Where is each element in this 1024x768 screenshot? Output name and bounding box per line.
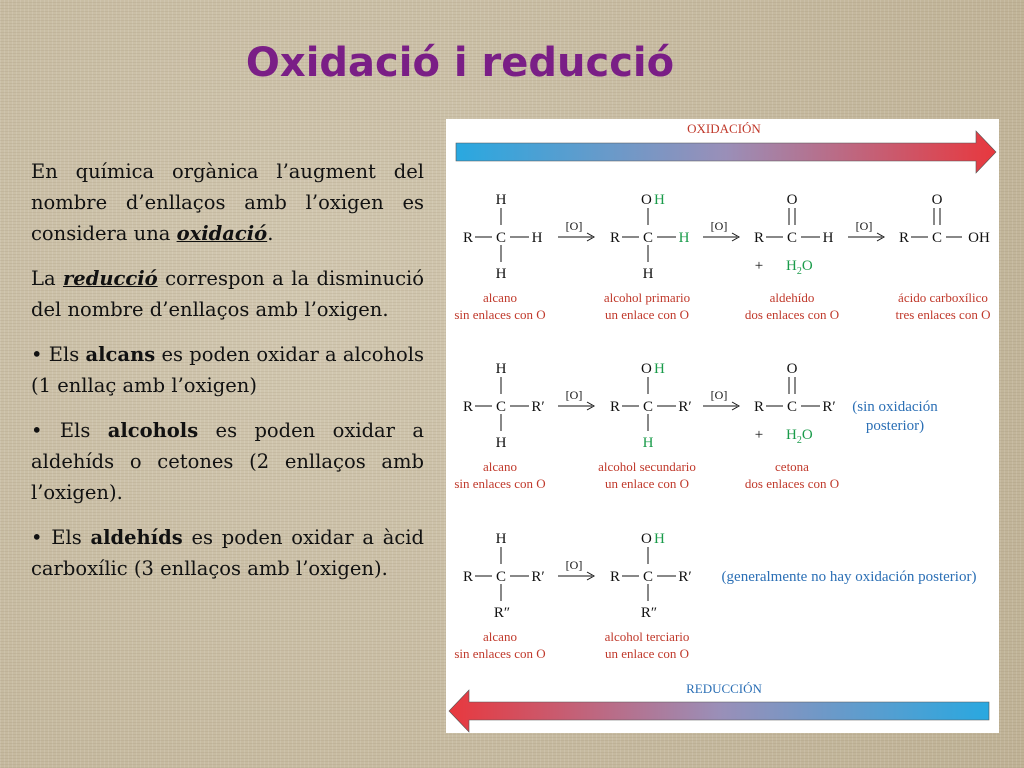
label-acido-carboxilico: ácido carboxílico: [898, 290, 988, 305]
row-primary-labels: [454, 290, 990, 322]
svg-text:sin enlaces con O: sin enlaces con O: [454, 646, 546, 661]
row-secondary-labels: [454, 459, 839, 491]
oxidation-arrow: [456, 131, 996, 173]
svg-text:H: H: [495, 266, 507, 282]
svg-text:posterior): posterior): [865, 418, 925, 434]
svg-text:tres enlaces con O: tres enlaces con O: [895, 307, 991, 322]
svg-text:R: R: [753, 230, 765, 246]
oxidation-label: OXIDACIÓN: [687, 121, 761, 136]
svg-text:R: R: [462, 569, 474, 585]
aldehyde-structure: [754, 192, 834, 277]
paragraph-reduction: La reducció correspon a la disminució del nombre d’enllaços amb l’oxigen.: [31, 267, 424, 321]
svg-text:O: O: [786, 361, 798, 377]
svg-text:OH: OH: [968, 230, 990, 246]
svg-text:dos enlaces con O: dos enlaces con O: [744, 307, 840, 322]
paragraph-oxidation: En química orgànica l’augment del nombre d’enllaços amb l’oxigen es considera una oxidació.: [31, 160, 424, 245]
svg-text:H: H: [654, 531, 665, 547]
svg-text:R: R: [462, 230, 474, 246]
svg-text:H: H: [531, 230, 543, 246]
alkane-structure: [463, 192, 543, 282]
svg-text:H: H: [495, 531, 507, 547]
svg-text:sin enlaces con O: sin enlaces con O: [454, 476, 546, 491]
row-primary: [463, 192, 990, 282]
svg-text:H: H: [495, 361, 507, 377]
primary-alcohol-structure: [610, 192, 690, 282]
svg-text:R′: R′: [678, 569, 692, 585]
svg-text:R: R: [462, 399, 474, 415]
label-alcohol-primario: alcohol primario: [603, 290, 691, 305]
svg-text:un enlace con O: un enlace con O: [604, 646, 690, 661]
row-tertiary: [463, 531, 976, 621]
reduction-label: REDUCCIÓN: [686, 681, 762, 696]
label-alcohol-secundario: alcohol secundario: [598, 459, 696, 474]
svg-text:C: C: [786, 399, 798, 415]
label-aldehido: aldehído: [769, 290, 815, 305]
svg-text:+: +: [754, 427, 764, 443]
bullet-alcohols: • Els alcohols es poden oxidar a aldehíds o cetones (2 enllaços amb l’oxigen).: [31, 419, 424, 504]
svg-text:R″: R″: [493, 605, 511, 621]
svg-text:[O]: [O]: [855, 219, 873, 233]
svg-text:un enlace con O: un enlace con O: [604, 307, 690, 322]
oxidation-reduction-diagram: [446, 119, 999, 733]
term-reduccio: reducció: [63, 267, 158, 290]
svg-text:R′: R′: [531, 569, 545, 585]
reduction-arrow: [449, 690, 989, 732]
svg-text:sin enlaces con O: sin enlaces con O: [454, 307, 546, 322]
svg-text:un enlace con O: un enlace con O: [604, 476, 690, 491]
bullet-alcans: • Els alcans es poden oxidar a alcohols (1 enllaç amb l’oxigen): [31, 343, 424, 397]
svg-text:C: C: [495, 569, 507, 585]
svg-text:H: H: [678, 230, 690, 246]
svg-text:[O]: [O]: [710, 219, 728, 233]
svg-text:R: R: [609, 230, 621, 246]
svg-text:[O]: [O]: [565, 388, 583, 402]
svg-text:H: H: [495, 435, 507, 451]
svg-text:H: H: [822, 230, 834, 246]
svg-text:H: H: [642, 266, 654, 282]
svg-text:R: R: [753, 399, 765, 415]
svg-text:R′: R′: [531, 399, 545, 415]
note-no-further-oxidation: (sin oxidación: [852, 399, 938, 415]
svg-text:C: C: [642, 399, 654, 415]
svg-text:C: C: [642, 230, 654, 246]
svg-text:O: O: [641, 192, 652, 208]
svg-text:alcano: alcano: [483, 629, 517, 644]
carboxylic-acid-structure: [899, 192, 990, 246]
svg-text:R″: R″: [640, 605, 658, 621]
svg-text:H: H: [495, 192, 507, 208]
label-alcano: alcano: [483, 290, 517, 305]
svg-text:O: O: [641, 531, 652, 547]
note-generally-no-oxidation: (generalmente no hay oxidación posterior): [721, 569, 977, 585]
svg-text:[O]: [O]: [565, 219, 583, 233]
svg-text:C: C: [931, 230, 943, 246]
label-cetona: cetona: [775, 459, 809, 474]
bullet-aldehids: • Els aldehíds es poden oxidar a àcid carboxílic (3 enllaços amb l’oxigen).: [31, 526, 424, 580]
svg-text:+: +: [754, 258, 764, 274]
svg-text:C: C: [642, 569, 654, 585]
svg-text:dos enlaces con O: dos enlaces con O: [744, 476, 840, 491]
svg-text:C: C: [495, 399, 507, 415]
svg-text:R: R: [898, 230, 910, 246]
svg-text:H: H: [654, 361, 665, 377]
svg-text:[O]: [O]: [710, 388, 728, 402]
text-column: [31, 156, 424, 598]
ketone-structure: [754, 361, 938, 446]
row-tertiary-labels: [454, 629, 689, 661]
slide-title: Oxidació i reducció: [245, 40, 675, 86]
svg-text:H2O: $H_2O$: [786, 258, 813, 277]
svg-text:alcano: alcano: [483, 459, 517, 474]
label-alcohol-terciario: alcohol terciario: [604, 629, 690, 644]
svg-text:R′: R′: [678, 399, 692, 415]
svg-text:R: R: [609, 399, 621, 415]
svg-text:R: R: [609, 569, 621, 585]
svg-text:H: H: [654, 192, 665, 208]
svg-text:[O]: [O]: [565, 558, 583, 572]
svg-text:O: O: [786, 192, 798, 208]
svg-text:O: O: [931, 192, 943, 208]
term-oxidacio: oxidació: [176, 222, 268, 245]
svg-text:C: C: [786, 230, 798, 246]
svg-text:H2O: $H_2O$: [786, 427, 813, 446]
svg-text:R′: R′: [822, 399, 836, 415]
svg-text:H: H: [642, 435, 654, 451]
row-secondary: [463, 361, 938, 451]
svg-text:C: C: [495, 230, 507, 246]
svg-text:O: O: [641, 361, 652, 377]
